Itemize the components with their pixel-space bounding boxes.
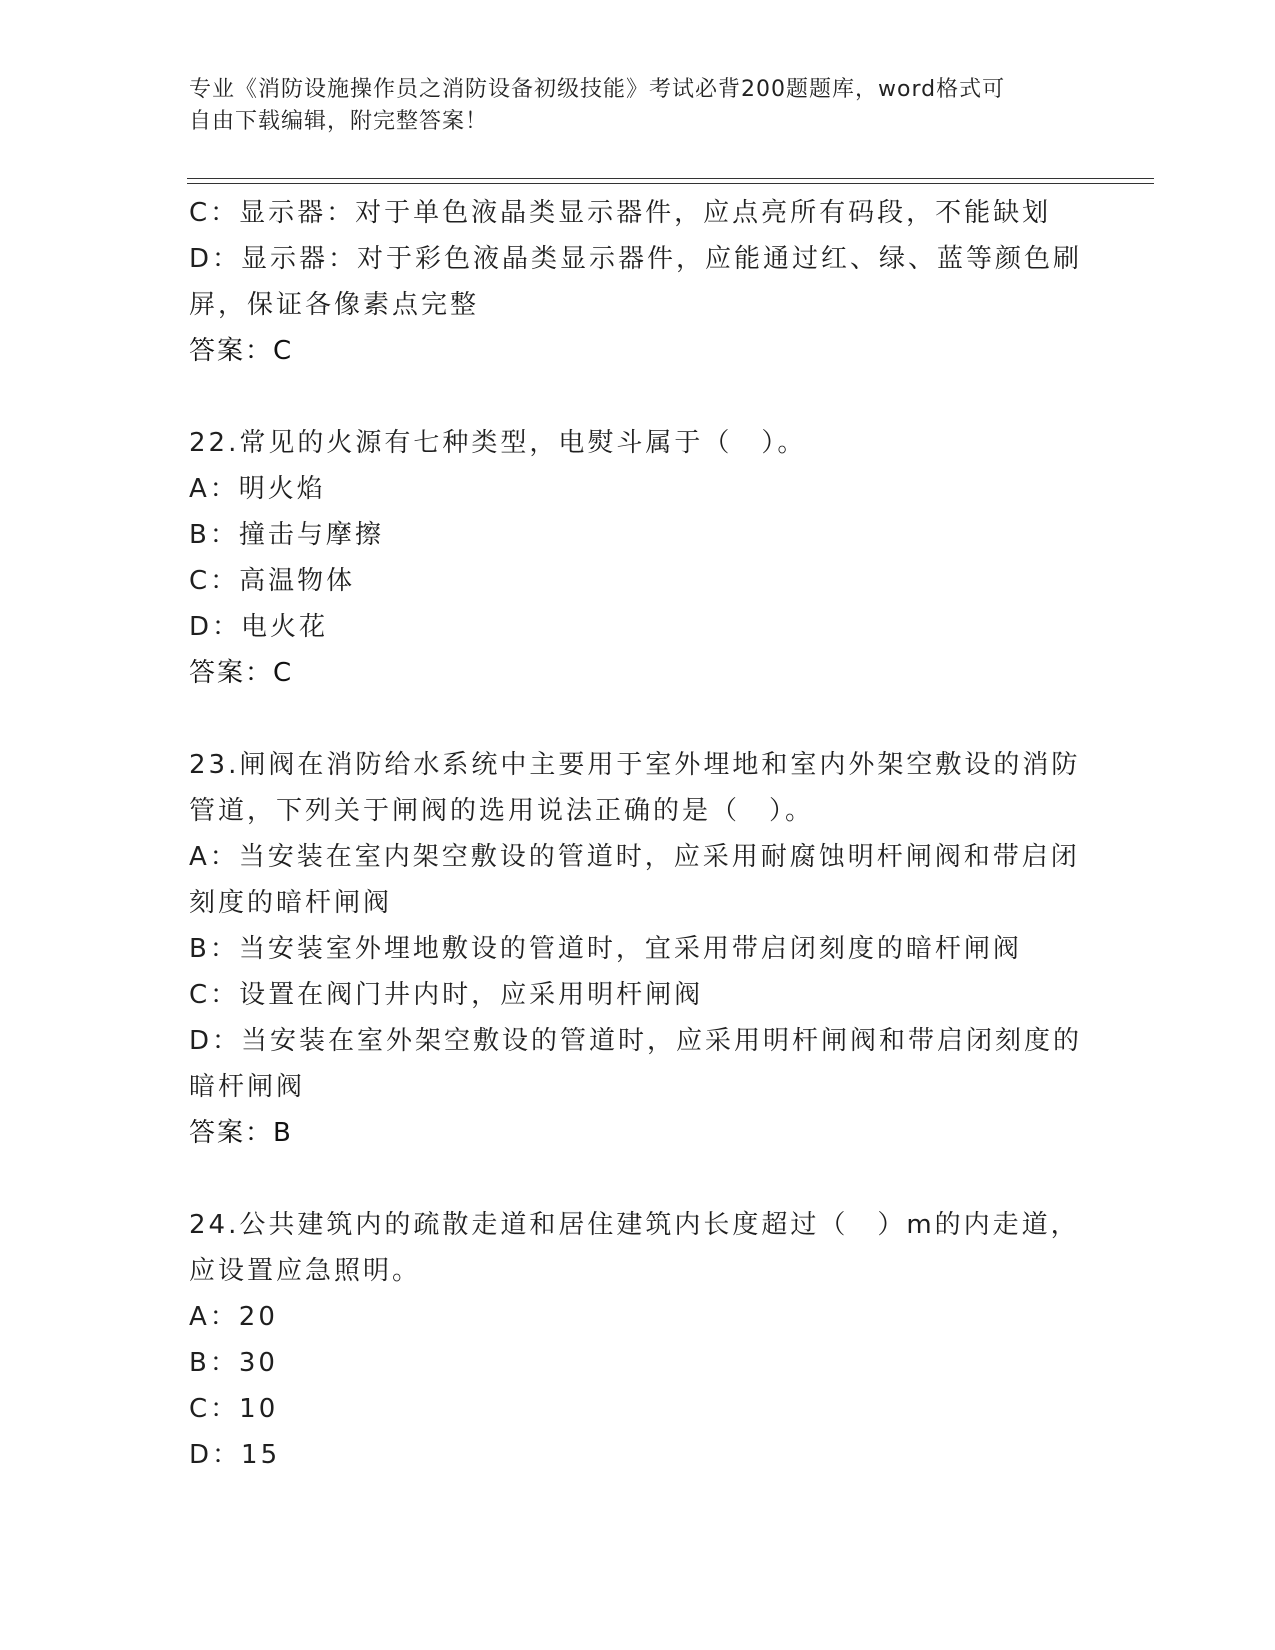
header-line-1: 专业《消防设施操作员之消防设备初级技能》考试必背200题题库，word格式可: [189, 77, 1006, 102]
question-block-24: [189, 1202, 1089, 1478]
option-line: B：30: [189, 1348, 278, 1378]
option-line: A：明火焰: [189, 474, 326, 504]
option-line: 暗杆闸阀: [189, 1072, 306, 1102]
header-divider-second: [187, 183, 1154, 184]
question-stem: 应设置应急照明。: [189, 1256, 422, 1286]
question-stem: 22.常见的火源有七种类型，电熨斗属于（ ）。: [189, 428, 807, 458]
question-block-21: [189, 190, 1089, 374]
option-line: C：10: [189, 1394, 279, 1424]
option-line: D：15: [189, 1440, 281, 1470]
spacer: [189, 374, 1089, 420]
question-stem: 23.闸阀在消防给水系统中主要用于室外埋地和室内外架空敷设的消防: [189, 750, 1081, 780]
spacer: [189, 696, 1089, 742]
question-block-22: [189, 420, 1089, 696]
document-header: [189, 74, 1069, 138]
option-line: C：显示器：对于单色液晶类显示器件，应点亮所有码段，不能缺划: [189, 198, 1052, 228]
option-line: A：20: [189, 1302, 278, 1332]
answer-line: 答案：C: [189, 658, 294, 688]
spacer: [189, 1156, 1089, 1202]
header-line-2: 自由下载编辑，附完整答案！: [189, 109, 489, 134]
option-line: 刻度的暗杆闸阀: [189, 888, 393, 918]
header-divider: [187, 178, 1154, 179]
question-block-23: [189, 742, 1089, 1156]
answer-line: 答案：C: [189, 336, 294, 366]
question-stem: 24.公共建筑内的疏散走道和居住建筑内长度超过（ ）m的内走道，: [189, 1210, 1080, 1240]
option-line: B：当安装室外埋地敷设的管道时，宜采用带启闭刻度的暗杆闸阀: [189, 934, 1022, 964]
option-line: C：高温物体: [189, 566, 356, 596]
option-line: C：设置在阀门井内时，应采用明杆闸阀: [189, 980, 704, 1010]
option-line: D：电火花: [189, 612, 329, 642]
answer-line: 答案：B: [189, 1118, 293, 1148]
option-line: D：当安装在室外架空敷设的管道时，应采用明杆闸阀和带启闭刻度的: [189, 1026, 1083, 1056]
option-line: B：撞击与摩擦: [189, 520, 384, 550]
option-line: 屏，保证各像素点完整: [189, 290, 480, 320]
option-line: D：显示器：对于彩色液晶类显示器件，应能通过红、绿、蓝等颜色刷: [189, 244, 1083, 274]
question-stem: 管道，下列关于闸阀的选用说法正确的是（ ）。: [189, 796, 815, 826]
question-content: [189, 190, 1089, 1478]
option-line: A：当安装在室内架空敷设的管道时，应采用耐腐蚀明杆闸阀和带启闭: [189, 842, 1080, 872]
